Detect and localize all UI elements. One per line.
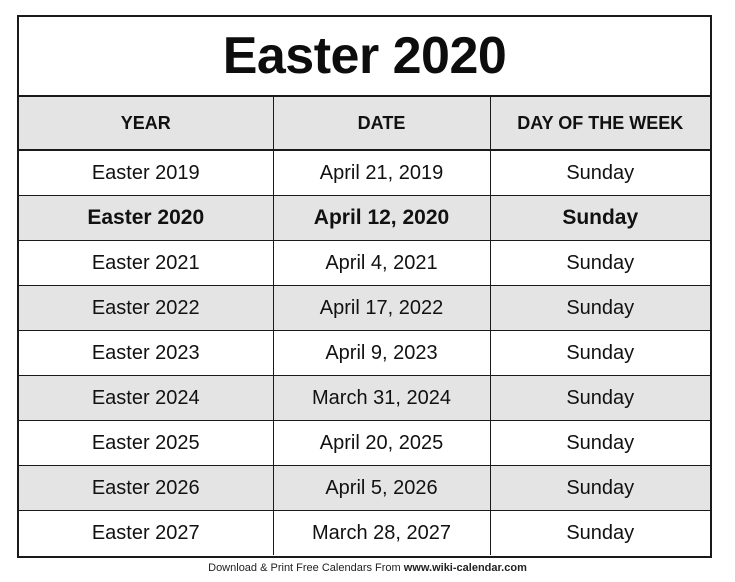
year-cell: Easter 2027 [19, 511, 273, 556]
day-cell: Sunday [490, 331, 710, 376]
day-cell: Sunday [490, 376, 710, 421]
page-title: Easter 2020 [19, 17, 710, 97]
date-cell: April 17, 2022 [273, 286, 490, 331]
easter-dates-table [19, 97, 710, 555]
year-cell: Easter 2026 [19, 466, 273, 511]
table-row [19, 286, 710, 331]
table-row [19, 241, 710, 286]
column-header-year: YEAR [19, 97, 273, 150]
table-row-highlighted [19, 196, 710, 241]
table-header-row [19, 97, 710, 150]
date-cell: April 20, 2025 [273, 421, 490, 466]
date-cell: March 28, 2027 [273, 511, 490, 556]
year-cell: Easter 2020 [19, 196, 273, 241]
column-header-day: DAY OF THE WEEK [490, 97, 710, 150]
day-cell: Sunday [490, 466, 710, 511]
date-cell: April 21, 2019 [273, 150, 490, 196]
table-row [19, 421, 710, 466]
table-row [19, 150, 710, 196]
date-cell: April 5, 2026 [273, 466, 490, 511]
day-cell: Sunday [490, 286, 710, 331]
year-cell: Easter 2019 [19, 150, 273, 196]
year-cell: Easter 2021 [19, 241, 273, 286]
date-cell: March 31, 2024 [273, 376, 490, 421]
day-cell: Sunday [490, 511, 710, 556]
column-header-date: DATE [273, 97, 490, 150]
day-cell: Sunday [490, 196, 710, 241]
date-cell: April 9, 2023 [273, 331, 490, 376]
easter-calendar [17, 15, 712, 558]
table-row [19, 511, 710, 556]
year-cell: Easter 2025 [19, 421, 273, 466]
day-cell: Sunday [490, 150, 710, 196]
year-cell: Easter 2024 [19, 376, 273, 421]
day-cell: Sunday [490, 241, 710, 286]
date-cell: April 12, 2020 [273, 196, 490, 241]
footer-credit [0, 562, 735, 574]
table-row [19, 466, 710, 511]
footer-site-link[interactable]: www.wiki-calendar.com [403, 562, 527, 574]
day-cell: Sunday [490, 421, 710, 466]
table-row [19, 376, 710, 421]
year-cell: Easter 2023 [19, 331, 273, 376]
table-row [19, 331, 710, 376]
date-cell: April 4, 2021 [273, 241, 490, 286]
year-cell: Easter 2022 [19, 286, 273, 331]
footer-text: Download & Print Free Calendars From [208, 562, 401, 574]
